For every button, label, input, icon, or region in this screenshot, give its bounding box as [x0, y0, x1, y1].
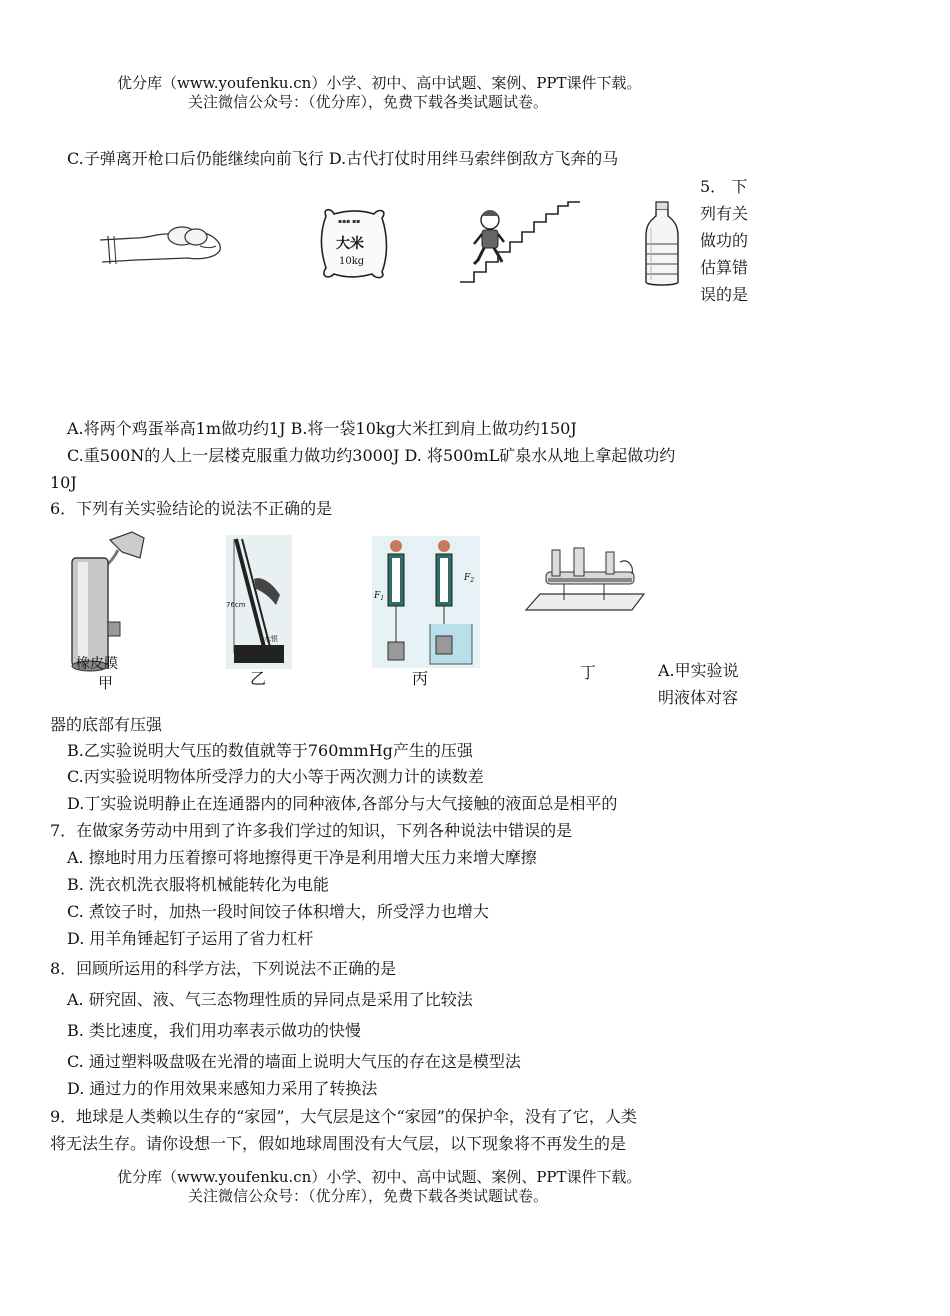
q8-option-c: C. 通过塑料吸盘吸在光滑的墙面上说明大气压的存在这是模型法: [67, 1052, 521, 1071]
f1-subscript: 1: [380, 595, 385, 602]
figure-yi-torricelli: [226, 535, 292, 669]
q5-stem-line-4: 估算错: [700, 258, 749, 277]
boy-climbing-stairs-figure: [456, 200, 582, 286]
q6-option-a-line-3: 器的底部有压强: [50, 715, 163, 734]
q5-option-cd-line-1: C.重500N的人上一层楼克服重力做功约3000J D. 将500mL矿泉水从地上拿起做功约: [67, 446, 676, 465]
rice-bag-figure: [318, 206, 390, 280]
q6-stem: 6．下列有关实验结论的说法不正确的是: [50, 499, 333, 518]
rice-bag-weight: 10kg: [339, 256, 365, 267]
q6-option-c: C.丙实验说明物体所受浮力的大小等于两次测力计的读数差: [67, 767, 484, 786]
mercury-height-label: 76cm: [226, 601, 246, 609]
q5-stem-line-1: 5． 下: [700, 177, 748, 196]
q7-option-a: A. 擦地时用力压着擦可将地擦得更干净是利用增大压力来增大摩擦: [67, 848, 537, 867]
q8-stem: 8．回顾所运用的科学方法，下列说法不正确的是: [50, 959, 397, 978]
figure-bing-spring-scales: [372, 536, 480, 668]
q6-option-a-line-2: 明液体对容: [658, 688, 739, 707]
figure-ding-connected-vessels: [524, 544, 646, 618]
q5-stem-line-2: 列有关: [700, 204, 749, 223]
f2-subscript: 2: [470, 577, 475, 584]
header-line-1: 优分库（www.youfenku.cn）小学、初中、高中试题、案例、PPT课件下载。: [117, 74, 642, 92]
footer-line-1: 优分库（www.youfenku.cn）小学、初中、高中试题、案例、PPT课件下载。: [117, 1168, 642, 1186]
label-yi: 乙: [250, 669, 267, 688]
q6-option-a-line-1: A.甲实验说: [658, 661, 739, 680]
hand-holding-eggs-figure: [96, 212, 226, 272]
q7-option-c: C. 煮饺子时，加热一段时间饺子体积增大，所受浮力也增大: [67, 902, 489, 921]
f2-label: F: [464, 573, 471, 583]
q4-option-cd: C.子弹离开枪口后仍能继续向前飞行 D.古代打仗时用绊马索绊倒敌方飞奔的马: [67, 149, 619, 168]
svg-text:▪▪▪ ▪▪: ▪▪▪ ▪▪: [338, 218, 361, 225]
q8-option-a: A. 研究固、液、气三态物理性质的异同点是采用了比较法: [67, 990, 473, 1009]
water-bottle-figure: [642, 200, 682, 288]
q7-stem: 7．在做家务劳动中用到了许多我们学过的知识，下列各种说法中错误的是: [50, 821, 573, 840]
q9-stem-line-2: 将无法生存。请你设想一下，假如地球周围没有大气层，以下现象将不再发生的是: [50, 1134, 627, 1153]
label-bing: 丙: [412, 669, 429, 688]
figure-jia-tube-with-membrane: [62, 528, 162, 693]
q5-stem-line-3: 做功的: [700, 231, 749, 250]
q7-option-d: D. 用羊角锤起钉子运用了省力杠杆: [67, 929, 314, 948]
q8-option-b: B. 类比速度，我们用功率表示做功的快慢: [67, 1021, 361, 1040]
q6-option-b: B.乙实验说明大气压的数值就等于760mmHg产生的压强: [67, 741, 473, 760]
q5-option-ab: A.将两个鸡蛋举高1m做功约1J B.将一袋10kg大米扛到肩上做功约150J: [67, 419, 577, 438]
membrane-label: 橡皮膜: [76, 656, 118, 672]
q5-stem-line-5: 误的是: [700, 285, 749, 304]
q8-option-d: D. 通过力的作用效果来感知力采用了转换法: [67, 1079, 378, 1098]
q6-option-d: D.丁实验说明静止在连通器内的同种液体,各部分与大气接触的液面总是相平的: [67, 794, 618, 813]
label-ding: 丁: [580, 663, 597, 682]
f1-label: F: [374, 591, 381, 601]
footer-line-2: 关注微信公众号：（优分库），免费下载各类试题试卷。: [188, 1187, 549, 1205]
q5-option-cd-line-2: 10J: [50, 473, 77, 492]
q9-stem-line-1: 9．地球是人类赖以生存的“家园”，大气层是这个“家园”的保护伞，没有了它，人类: [50, 1107, 637, 1126]
header-line-2: 关注微信公众号：（优分库），免费下载各类试题试卷。: [188, 93, 549, 111]
rice-bag-title: 大米: [336, 236, 364, 252]
label-jia: 甲: [98, 674, 114, 692]
mercury-label: 水银: [264, 635, 278, 643]
q7-option-b: B. 洗衣机洗衣服将机械能转化为电能: [67, 875, 329, 894]
